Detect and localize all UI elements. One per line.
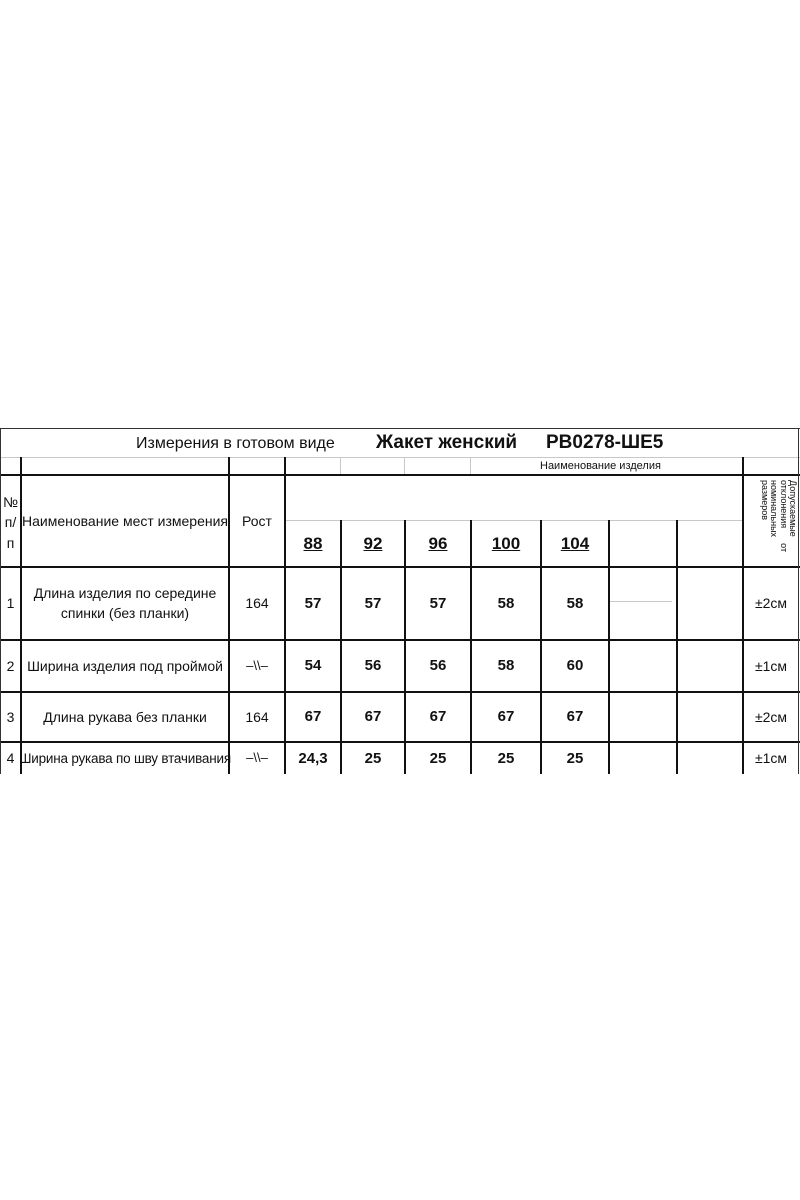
- row-value: 67: [429, 708, 447, 726]
- row-value: 58: [497, 657, 515, 675]
- grid-line: [404, 457, 405, 474]
- grid-line: [676, 520, 678, 774]
- row-value: 25: [566, 749, 584, 767]
- grid-line: [608, 520, 610, 774]
- row-value: 25: [497, 749, 515, 767]
- row-height: –\\–: [246, 750, 268, 766]
- row-value: 67: [497, 708, 515, 726]
- measurements-title: Измерения в готовом виде: [136, 435, 335, 452]
- row-value: 57: [364, 594, 382, 612]
- row-tolerance: ±2см: [754, 708, 788, 725]
- row-number: 4: [6, 750, 15, 767]
- row-tolerance: ±1см: [754, 750, 788, 767]
- column-place-header: Наименование мест измерения: [22, 512, 229, 529]
- column-number-header: № п/ п: [2, 494, 19, 551]
- grid-line: [0, 457, 800, 458]
- grid-line: [285, 520, 743, 521]
- column-tolerance-header: Допускаемые отклонения от номинальных размеров: [759, 480, 798, 553]
- row-value: 25: [429, 749, 447, 767]
- row-place: Длина изделия по середине спинки (без планки): [33, 584, 217, 621]
- column-height-header: Рост: [242, 512, 272, 529]
- grid-line: [0, 428, 800, 429]
- row-value: 67: [566, 708, 584, 726]
- row-value: 56: [429, 657, 447, 675]
- row-value: 24,3: [298, 749, 328, 767]
- row-place: Длина рукава без планки: [43, 708, 207, 725]
- row-height: 164: [245, 595, 269, 612]
- row-number: 1: [6, 595, 15, 612]
- row-number: 3: [6, 708, 15, 725]
- row-number: 2: [6, 657, 15, 674]
- product-code: РВ0278-ШЕ5: [546, 432, 664, 453]
- row-value: 56: [364, 657, 382, 675]
- row-value: 57: [429, 594, 447, 612]
- size-header: 92: [363, 534, 383, 554]
- row-place: Ширина изделия под проймой: [27, 657, 223, 674]
- row-value: 67: [304, 708, 322, 726]
- grid-line: [470, 457, 471, 474]
- row-height: –\\–: [246, 657, 268, 673]
- row-height: 164: [245, 708, 269, 725]
- product-caption: Наименование изделия: [540, 460, 661, 472]
- row-place: Ширина рукава по шву втачивания: [19, 750, 231, 766]
- product-name: Жакет женский: [376, 432, 518, 453]
- row-value: 58: [566, 594, 584, 612]
- row-value: 25: [364, 749, 382, 767]
- row-value: 54: [304, 657, 322, 675]
- grid-line: [798, 428, 799, 774]
- size-header: 104: [560, 534, 590, 554]
- row-value: 57: [304, 594, 322, 612]
- size-header: 88: [303, 534, 323, 554]
- row-tolerance: ±2см: [754, 595, 788, 612]
- row-value: 67: [364, 708, 382, 726]
- row-tolerance: ±1см: [754, 657, 788, 674]
- measurement-table: [0, 428, 800, 774]
- size-header: 96: [428, 534, 448, 554]
- grid-line: [610, 601, 672, 602]
- size-header: 100: [491, 534, 521, 554]
- row-value: 58: [497, 594, 515, 612]
- grid-line: [340, 457, 341, 474]
- row-value: 60: [566, 657, 584, 675]
